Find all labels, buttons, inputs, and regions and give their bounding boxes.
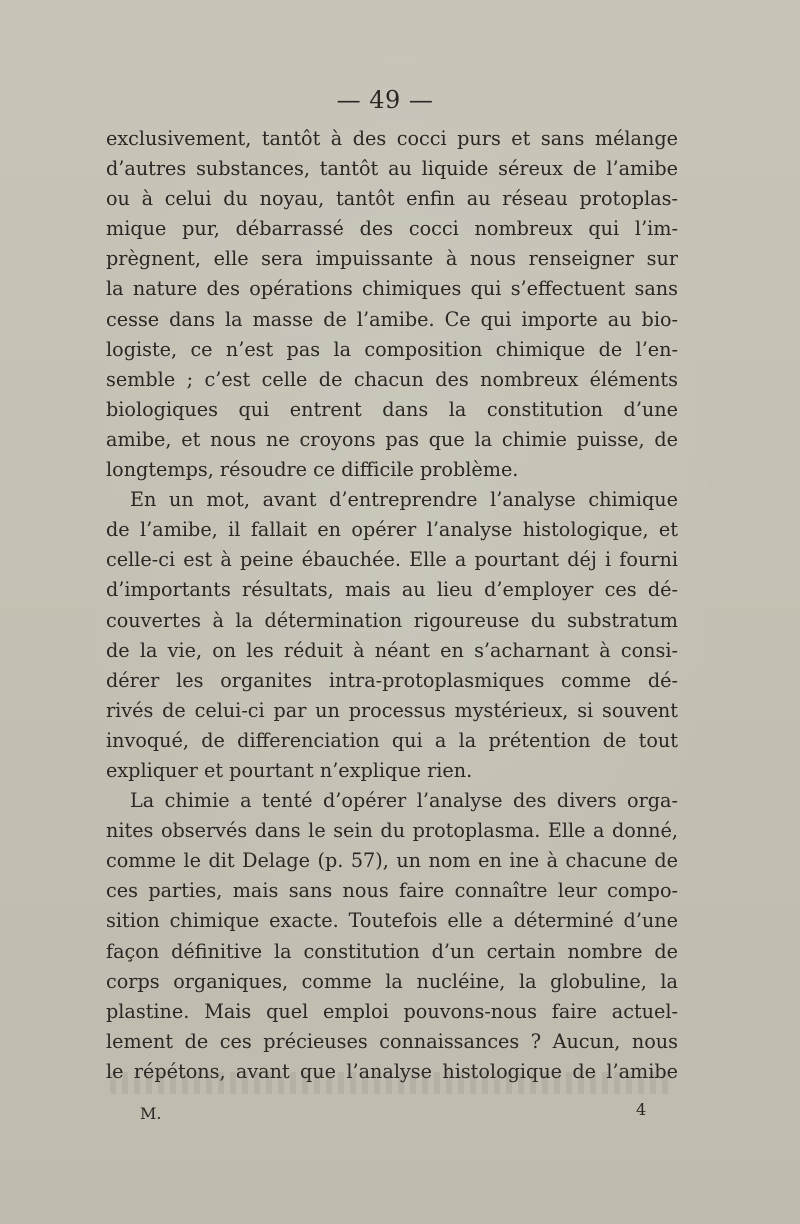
signature-mark: M. <box>140 1104 162 1123</box>
text-line: cesse dans la masse de l’amibe. Ce qui importe au bio- <box>106 307 678 331</box>
text-line: sition chimique exacte. Toutefois elle a déterminé d’une <box>106 909 678 933</box>
text-line: mique pur, débarrassé des cocci nombreux qui l’im- <box>106 217 678 241</box>
signature-number: 4 <box>636 1100 647 1119</box>
bleed-through-shadow <box>110 1072 670 1094</box>
text-line: nites observés dans le sein du protoplasma. Elle a donné, <box>106 819 678 843</box>
text-line: prègnent, elle sera impuissante à nous renseigner sur <box>106 247 678 271</box>
text-line: de l’amibe, il fallait en opérer l’analyse histologique, et <box>106 518 678 542</box>
text-line: logiste, ce n’est pas la composition chimique de l’en- <box>106 337 678 361</box>
text-line: d’autres substances, tantôt au liquide séreux de l’amibe <box>106 157 678 181</box>
text-line: le répétons, avant que l’analyse histologique de l’amibe <box>106 1059 678 1083</box>
text-line: exclusivement, tantôt à des cocci purs et sans mélange <box>106 127 678 150</box>
text-line: comme le dit Delage (p. 57), un nom en ine à chacune de <box>106 849 678 873</box>
text-line: la nature des opérations chimiques qui s’effectuent sans <box>106 277 678 301</box>
text-line: biologiques qui entrent dans la constitution d’une <box>106 397 678 421</box>
text-line: invoqué, de differenciation qui a la prétention de tout <box>106 728 678 752</box>
body-text <box>106 124 678 1087</box>
text-line: lement de ces précieuses connaissances ? Aucun, nous <box>106 1029 678 1053</box>
text-line: ces parties, mais sans nous faire connaître leur compo- <box>106 879 678 903</box>
text-line: plastine. Mais quel emploi pouvons-nous faire actuel- <box>106 999 678 1023</box>
text-line: amibe, et nous ne croyons pas que la chimie puisse, de <box>106 427 678 451</box>
text-line: corps organiques, comme la nucléine, la globuline, la <box>106 969 678 993</box>
text-line: couvertes à la détermination rigoureuse du substratum <box>106 608 678 632</box>
text-line: La chimie a tenté d’opérer l’analyse des divers orga- <box>130 789 678 813</box>
text-line: semble ; c’est celle de chacun des nombreux éléments <box>106 367 678 391</box>
text-line: dérer les organites intra-protoplasmiques comme dé- <box>106 668 678 692</box>
text-line: rivés de celui-ci par un processus mystérieux, si souvent <box>106 698 678 722</box>
text-line: de la vie, on les réduit à néant en s’acharnant à consi- <box>106 638 678 662</box>
text-line: longtemps, résoudre ce difficile problème. <box>106 458 519 482</box>
text-line: En un mot, avant d’entreprendre l’analyse chimique <box>130 488 678 512</box>
text-line: celle-ci est à peine ébauchée. Elle a pourtant déj i fourni <box>106 548 678 572</box>
text-line: façon définitive la constitution d’un certain nombre de <box>106 939 678 963</box>
text-line: expliquer et pourtant n’explique rien. <box>106 758 473 782</box>
text-line: d’importants résultats, mais au lieu d’employer ces dé- <box>106 578 678 602</box>
text-line: ou à celui du noyau, tantôt enfin au réseau protoplas- <box>106 187 678 211</box>
page-number: — 49 — <box>336 86 434 114</box>
